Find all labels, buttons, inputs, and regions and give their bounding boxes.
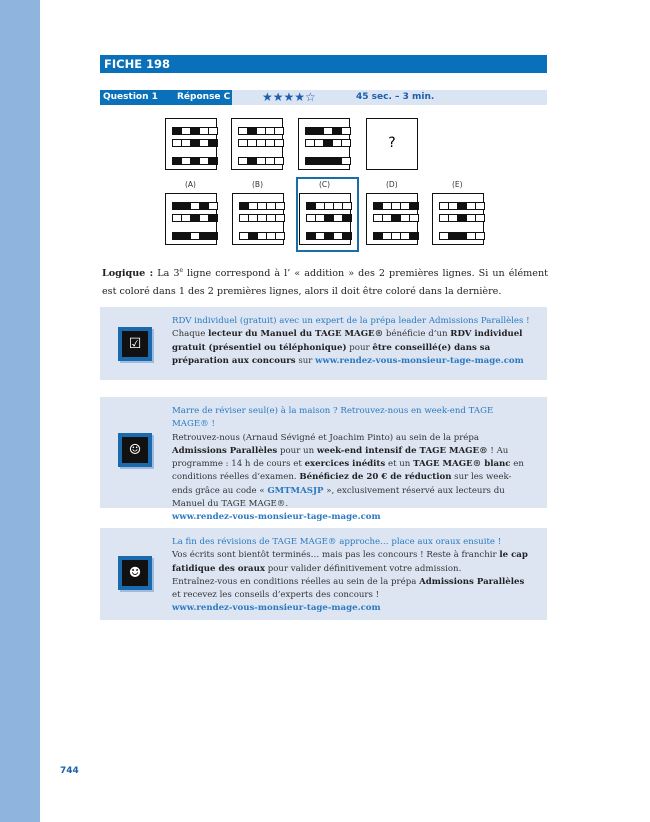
promo-link[interactable]: www.rendez-vous-monsieur-tage-mage.com: [172, 603, 381, 614]
option-label: (B): [252, 180, 263, 189]
promo-oraux: ☻ La fin des révisions de TAGE MAGE® approche… place aux oraux ensuite ! Vos écrits sont bientôt terminés… mais pas les concours ! Reste à franchir le cap fatidique des oraux pour valider définitivement votre admission. Entraînez-vous en conditions réelles au sein de la prépa Admissions Parallèles et recevez les conseils d’experts des concours ! www.rendez-vous-monsieur-tage-mage.com: [100, 528, 547, 620]
grid-row: [172, 127, 217, 135]
promo-weekend: ☺ Marre de réviser seul(e) à la maison ? Retrouvez-nous en week-end TAGE MAGE® ! Retrouvez-nous (Arnaud Sévigné et Joachim Pinto) au sein de la prépa Admissions Parallèles pour un week-end intensif de TAGE MAGE® ! Au programme : 14 h de cours et exercices inédits et un TAGE MAGE® blanc en conditions réelles d’examen. Bénéficiez de 20 € de réduction sur les week-ends grâce au code « GMTMASJP », exclusivement réservé aux lecteurs du Manuel du TAGE MAGE®. www.rendez-vous-monsieur-tage-mage.com: [100, 397, 547, 508]
grid-row: [373, 202, 418, 210]
grid-row: [305, 127, 350, 135]
promo-link[interactable]: www.rendez-vous-monsieur-tage-mage.com: [315, 355, 524, 366]
grid-row: [172, 139, 217, 147]
grid-row: [238, 127, 283, 135]
selected-answer-frame: [296, 177, 359, 252]
page-number: 744: [60, 766, 79, 776]
option-figure[interactable]: [432, 193, 484, 245]
grid-cell: [475, 202, 485, 210]
grid-cell: [274, 127, 284, 135]
series-figure: [298, 118, 350, 170]
grid-row: [172, 202, 217, 210]
grid-cell: [409, 214, 419, 222]
grid-cell: [208, 127, 218, 135]
grid-row: [172, 157, 217, 165]
grid-cell: [208, 232, 218, 240]
option-label: (C): [319, 180, 331, 189]
answer-label: Réponse C: [177, 92, 231, 102]
grid-row: [439, 232, 484, 240]
grid-cell: [475, 232, 485, 240]
grid-row: [239, 202, 284, 210]
grid-row: [373, 232, 418, 240]
grid-cell: [341, 139, 351, 147]
grid-cell: [475, 214, 485, 222]
option-figure[interactable]: [165, 193, 217, 245]
grid-cell: [208, 214, 218, 222]
grid-row: [439, 214, 484, 222]
grid-row: [172, 232, 217, 240]
promo-title: La fin des révisions de TAGE MAGE® approche… place aux oraux ensuite !: [172, 537, 502, 547]
grid-cell: [275, 214, 285, 222]
grid-row: [172, 214, 217, 222]
margin-stripe: [0, 0, 40, 822]
grid-cell: [208, 202, 218, 210]
grid-row: [239, 214, 284, 222]
grid-cell: [409, 232, 419, 240]
option-label: (D): [386, 180, 398, 189]
grid-row: [305, 157, 350, 165]
logic-text: La 3: [157, 268, 180, 280]
fiche-header: FICHE 198: [100, 55, 547, 73]
classroom-icon: ☺: [118, 433, 152, 467]
series-figure: [165, 118, 217, 170]
option-label: (A): [185, 180, 196, 189]
unknown-figure: [366, 118, 418, 170]
grid-cell: [275, 202, 285, 210]
grid-row: [439, 202, 484, 210]
question-bar: [100, 90, 547, 105]
grid-row: [239, 232, 284, 240]
interview-icon: ☻: [118, 556, 152, 590]
option-figure[interactable]: [366, 193, 418, 245]
grid-cell: [208, 139, 218, 147]
logic-text-2: ligne correspond à l’ « addition » des 2 premières lignes. Si un élément est coloré dans 1 des 2 premières lignes, alors il doit être coloré dans la dernière.: [102, 268, 548, 298]
grid-cell: [409, 202, 419, 210]
question-label: Question 1: [103, 92, 158, 102]
question-mark: ?: [388, 135, 396, 151]
option-label: (E): [452, 180, 463, 189]
grid-row: [238, 157, 283, 165]
calendar-person-icon: ☑: [118, 327, 152, 361]
promo-title: Marre de réviser seul(e) à la maison ? Retrouvez-nous en week-end TAGE MAGE® !: [172, 406, 494, 430]
promo-link[interactable]: www.rendez-vous-monsieur-tage-mage.com: [172, 512, 381, 523]
promo-code: GMTMASJP: [267, 485, 324, 496]
logic-explanation: [102, 262, 548, 301]
option-figure[interactable]: [232, 193, 284, 245]
time-estimate: 45 sec. – 3 min.: [356, 92, 435, 102]
logic-label: Logique :: [102, 268, 154, 280]
promo-rdv: ☑ RDV individuel (gratuit) avec un expert de la prépa leader Admissions Parallèles ! Chaque lecteur du Manuel du TAGE MAGE® bénéficie d’un RDV individuel gratuit (présentiel ou téléphonique) pour être conseillé(e) dans sa préparation aux concours sur www.rendez-vous-monsieur-tage-mage.com: [100, 307, 547, 380]
grid-cell: [274, 139, 284, 147]
difficulty-stars: ★★★★☆: [262, 90, 316, 104]
grid-cell: [274, 157, 284, 165]
grid-cell: [341, 127, 351, 135]
grid-row: [305, 139, 350, 147]
promo-title: RDV individuel (gratuit) avec un expert de la prépa leader Admissions Parallèles !: [172, 316, 530, 326]
grid-cell: [208, 157, 218, 165]
grid-cell: [275, 232, 285, 240]
logic-sup: e: [179, 267, 183, 274]
grid-row: [238, 139, 283, 147]
grid-cell: [341, 157, 351, 165]
grid-row: [373, 214, 418, 222]
series-figure: [231, 118, 283, 170]
